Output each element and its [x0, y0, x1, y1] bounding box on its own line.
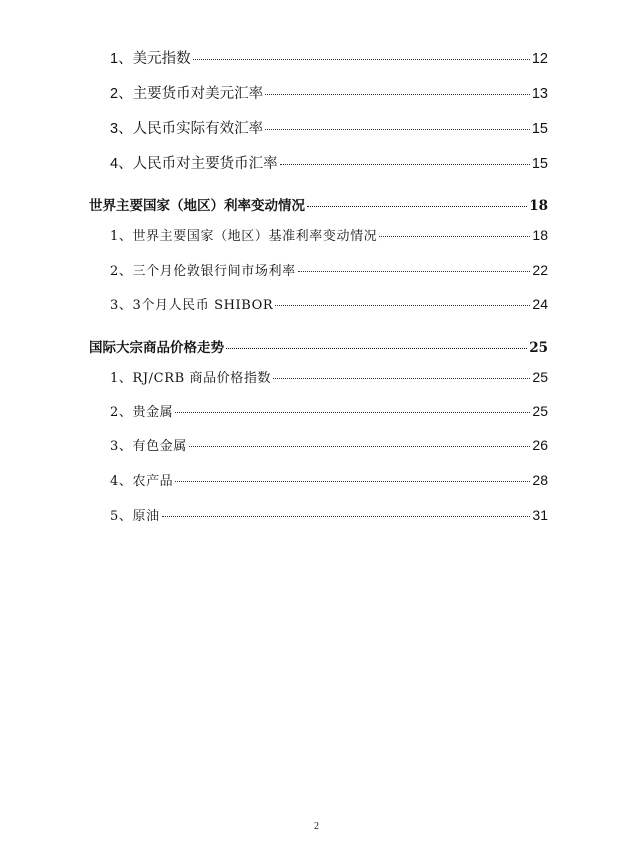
- toc-entry-agricultural-products[interactable]: [110, 470, 548, 489]
- toc-entry-title: 4、农产品: [110, 474, 174, 489]
- dot-leader: [265, 94, 530, 95]
- toc-entry-page: 18: [532, 227, 548, 243]
- toc-entry-title: 1、美元指数: [110, 51, 191, 67]
- toc-entry-major-currencies-usd[interactable]: [110, 82, 548, 103]
- toc-entry-rmb-reer[interactable]: [110, 117, 548, 138]
- toc-entry-title: 2、三个月伦敦银行间市场利率: [110, 264, 296, 279]
- toc-section-title: 国际大宗商品价格走势: [89, 340, 224, 356]
- toc-entry-page: 12: [531, 51, 548, 67]
- toc-entry-title: 3、人民币实际有效汇率: [110, 121, 264, 137]
- toc-entry-precious-metals[interactable]: [110, 401, 548, 420]
- dot-leader: [298, 271, 531, 272]
- dot-leader: [273, 378, 530, 379]
- toc-entry-title: 1、世界主要国家（地区）基准利率变动情况: [110, 229, 378, 244]
- toc-entry-page: 26: [532, 437, 548, 453]
- toc-entry-title: 5、原油: [110, 509, 160, 524]
- toc-entry-page: 24: [532, 296, 548, 312]
- toc-entry-title: 3、3个月人民币 SHIBOR: [110, 298, 274, 313]
- toc-entry-crude-oil[interactable]: [110, 505, 548, 524]
- toc-section-page: 25: [529, 340, 548, 356]
- toc-entry-page: 22: [532, 262, 548, 278]
- toc-entry-rj-crb-index[interactable]: [110, 367, 548, 386]
- toc-entry-title: 4、人民币对主要货币汇率: [110, 156, 278, 172]
- dot-leader: [275, 305, 530, 306]
- toc-entry-page: 15: [531, 121, 548, 137]
- toc-entry-page: 25: [532, 403, 548, 419]
- toc-entry-title: 2、贵金属: [110, 405, 174, 420]
- toc-entry-nonferrous-metals[interactable]: [110, 435, 548, 454]
- toc-entry-page: 13: [531, 86, 548, 102]
- toc-entry-page: 25: [532, 369, 548, 385]
- toc-entry-libor-3m[interactable]: [110, 260, 548, 279]
- dot-leader: [189, 446, 531, 447]
- toc-entry-page: 28: [532, 472, 548, 488]
- toc-entry-benchmark-rates[interactable]: [110, 225, 548, 244]
- dot-leader: [226, 348, 527, 349]
- dot-leader: [175, 412, 530, 413]
- page-number: 2: [314, 821, 319, 832]
- toc-entry-page: 15: [531, 156, 548, 172]
- toc-section-commodities[interactable]: [89, 336, 548, 356]
- toc-entry-title: 3、有色金属: [110, 439, 187, 454]
- toc-entry-shibor-3m[interactable]: [110, 294, 548, 313]
- dot-leader: [280, 164, 530, 165]
- dot-leader: [265, 129, 530, 130]
- toc-section-interest-rates[interactable]: [89, 194, 548, 214]
- toc-section-title: 世界主要国家（地区）利率变动情况: [89, 198, 305, 214]
- toc-section-page: 18: [529, 198, 548, 214]
- dot-leader: [193, 59, 530, 60]
- toc-entry-rmb-vs-major[interactable]: [110, 152, 548, 173]
- toc-entry-page: 31: [532, 507, 548, 523]
- dot-leader: [175, 481, 530, 482]
- toc-entry-title: 1、RJ/CRB 商品价格指数: [110, 371, 272, 386]
- dot-leader: [162, 516, 531, 517]
- dot-leader: [379, 236, 530, 237]
- toc-entry-dollar-index[interactable]: [110, 47, 548, 68]
- toc-entry-title: 2、主要货币对美元汇率: [110, 86, 264, 102]
- dot-leader: [307, 206, 527, 207]
